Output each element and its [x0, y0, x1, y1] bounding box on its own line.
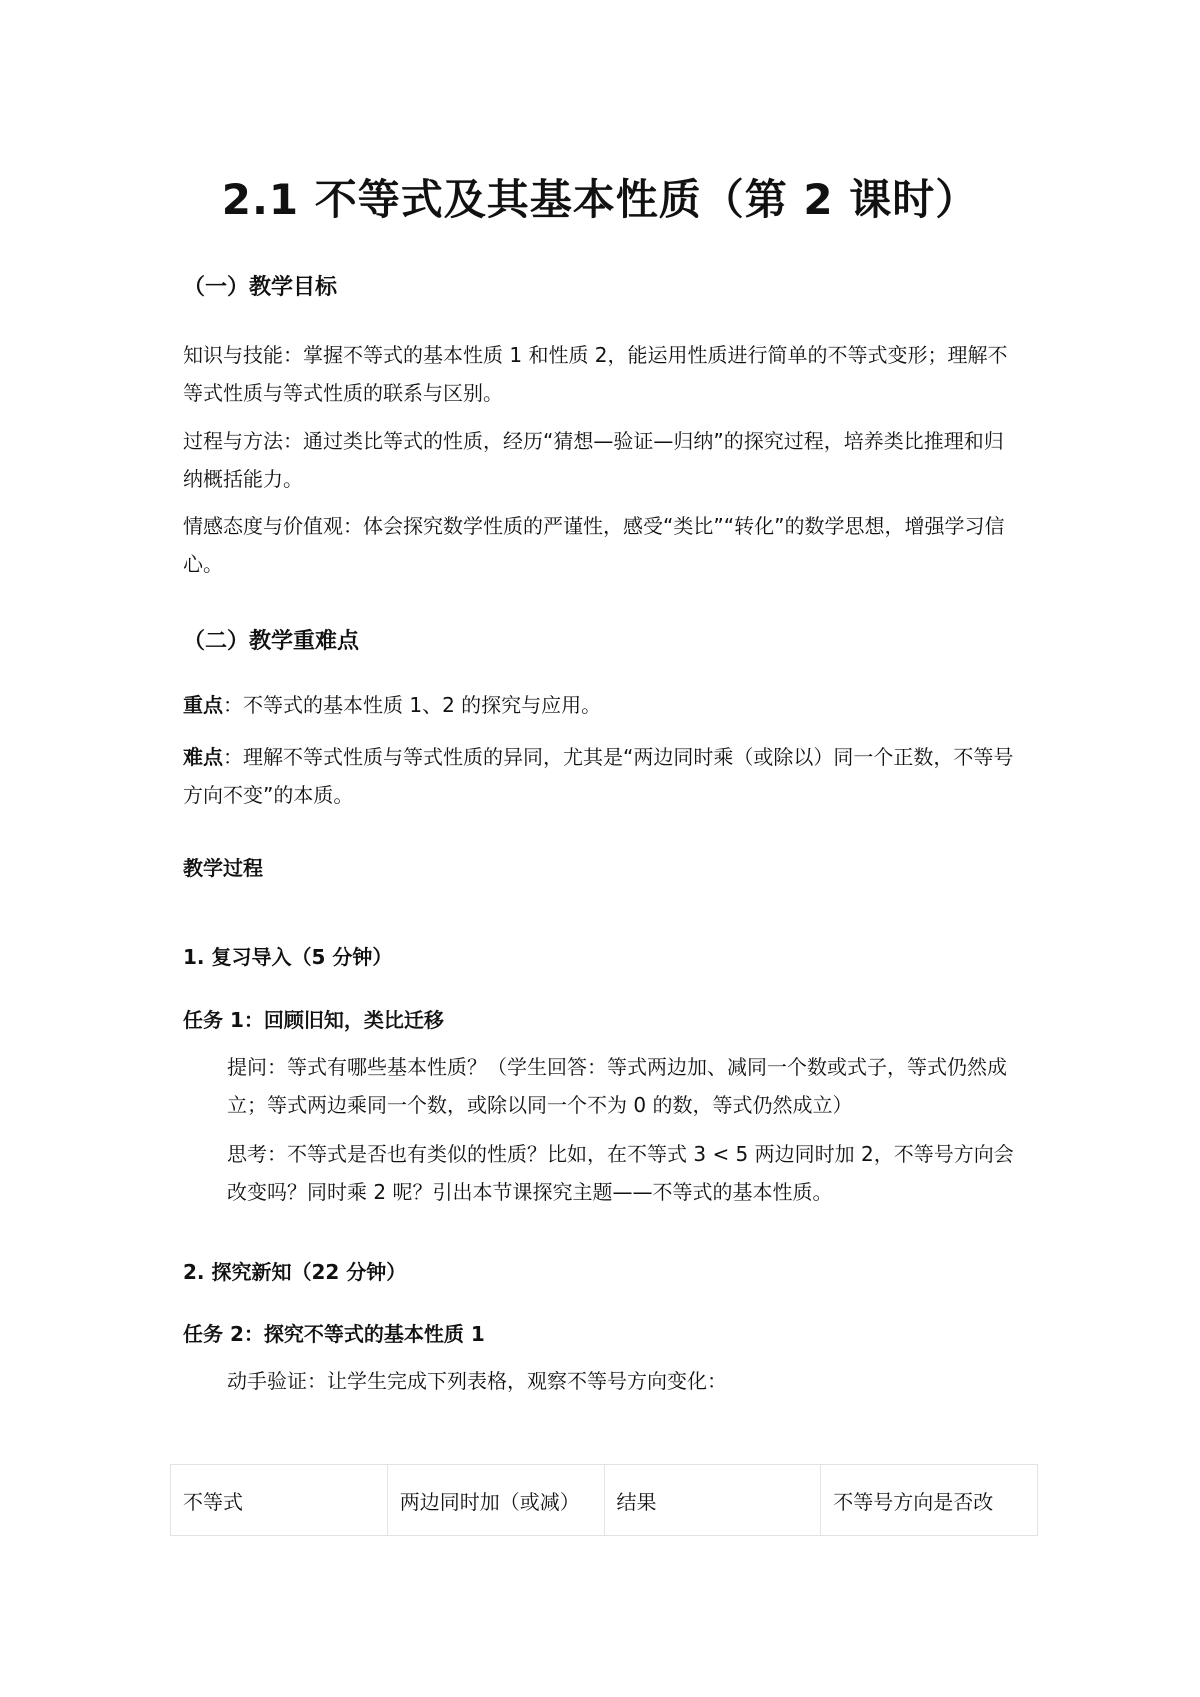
table-header-cell: 不等式 — [171, 1465, 388, 1536]
key-point — [183, 686, 1023, 724]
table-header-cell: 两边同时加（或减） — [387, 1465, 604, 1536]
property-table — [170, 1464, 1038, 1536]
difficult-point — [183, 738, 1023, 814]
table-header-row — [171, 1465, 1038, 1536]
task1-question: 提问：等式有哪些基本性质？（学生回答：等式两边加、减同一个数或式子，等式仍然成立；等式两边乘同一个数，或除以同一个不为 0 的数，等式仍然成立） — [227, 1055, 1007, 1117]
table-header-cell: 不等号方向是否改 — [821, 1465, 1038, 1536]
objective-process: 过程与方法：通过类比等式的性质，经历“猜想—验证—归纳”的探究过程，培养类比推理和归纳概括能力。 — [183, 429, 1004, 491]
objective-knowledge: 知识与技能：掌握不等式的基本性质 1 和性质 2，能运用性质进行简单的不等式变形；理解不等式性质与等式性质的联系与区别。 — [183, 343, 1008, 405]
difficult-point-label: 难点 — [183, 745, 223, 769]
objective-attitude: 情感态度与价值观：体会探究数学性质的严谨性，感受“类比”“转化”的数学思想，增强学习信心。 — [183, 514, 1005, 576]
task1-heading: 任务 1：回顾旧知，类比迁移 — [183, 1008, 444, 1032]
key-point-text: ：不等式的基本性质 1、2 的探究与应用。 — [223, 693, 602, 717]
step2-heading: 2. 探究新知（22 分钟） — [183, 1260, 407, 1284]
step1-heading: 1. 复习导入（5 分钟） — [183, 945, 393, 969]
section-heading-key-points: （二）教学重难点 — [183, 629, 360, 654]
document-title: 2.1 不等式及其基本性质（第 2 课时） — [221, 175, 979, 224]
task1-thinking: 思考：不等式是否也有类似的性质？比如，在不等式 3 < 5 两边同时加 2，不等号方向会改变吗？同时乘 2 呢？引出本节课探究主题——不等式的基本性质。 — [227, 1142, 1014, 1204]
table-header-cell: 结果 — [604, 1465, 821, 1536]
difficult-point-text: ：理解不等式性质与等式性质的异同，尤其是“两边同时乘（或除以）同一个正数，不等号方向不变”的本质。 — [183, 745, 1014, 807]
teaching-process-heading: 教学过程 — [183, 856, 263, 880]
task2-heading: 任务 2：探究不等式的基本性质 1 — [183, 1322, 485, 1346]
section-heading-objectives: （一）教学目标 — [183, 275, 338, 300]
key-point-label: 重点 — [183, 693, 223, 717]
task2-intro: 动手验证：让学生完成下列表格，观察不等号方向变化： — [227, 1369, 727, 1393]
